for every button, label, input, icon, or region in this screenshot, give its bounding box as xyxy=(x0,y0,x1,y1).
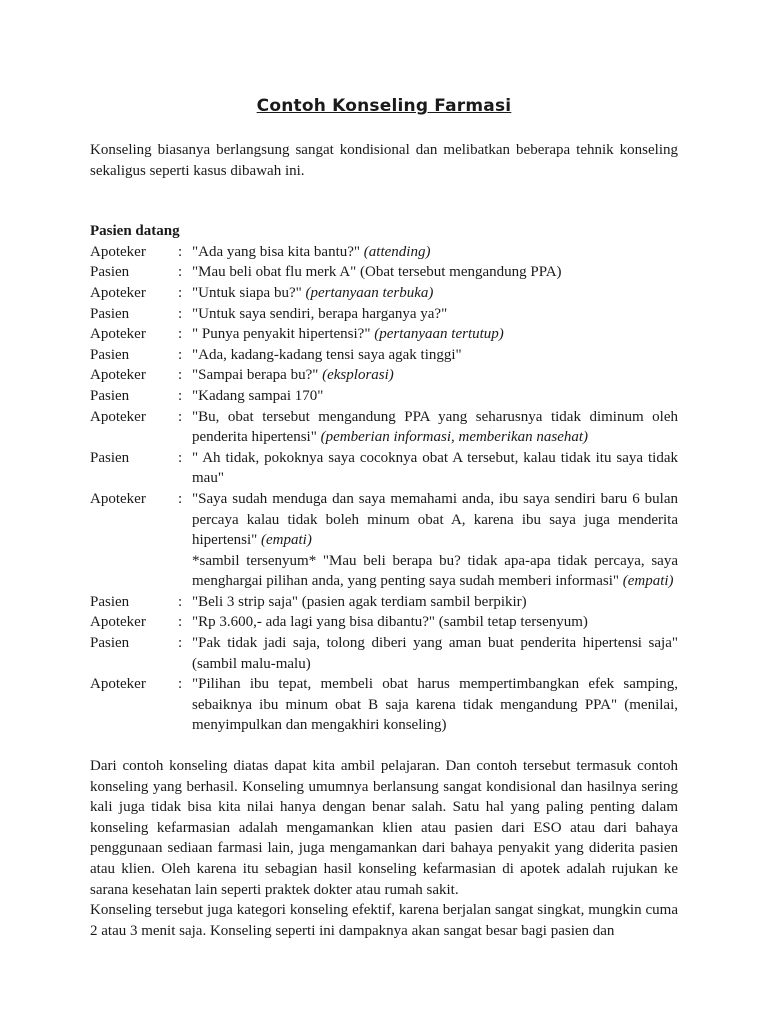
dialog-speaker: Apoteker xyxy=(90,408,146,425)
dialog-colon: : xyxy=(178,326,183,343)
dialog-speaker: Apoteker xyxy=(90,490,146,507)
dialog-utterance xyxy=(192,242,678,263)
document-page xyxy=(90,94,678,941)
dialog-utterance xyxy=(192,489,678,592)
conclusion-paragraph: Konseling tersebut juga kategori konseling efektif, karena berjalan sangat singkat, mungkin cuma 2 atau 3 menit saja. Konseling seperti ini dampaknya akan sangat besar bagi pasien dan xyxy=(90,902,678,939)
dialog-text: "Kadang sampai 170" xyxy=(192,387,324,404)
dialog-extra-note: (empati) xyxy=(622,573,674,590)
dialog-note: (eksplorasi) xyxy=(322,367,394,384)
dialog-line xyxy=(90,365,678,386)
dialog-colon: : xyxy=(178,635,183,652)
dialog-colon: : xyxy=(178,243,183,260)
dialog-speaker: Apoteker xyxy=(90,326,146,343)
dialog-line xyxy=(90,283,678,304)
dialog-line xyxy=(90,674,678,736)
dialog-list xyxy=(90,242,678,736)
dialog-utterance xyxy=(192,612,678,633)
dialog-line xyxy=(90,612,678,633)
dialog-utterance xyxy=(192,386,678,407)
dialog-text: "Ada yang bisa kita bantu?" xyxy=(192,243,361,260)
dialog-text: "Ada, kadang-kadang tensi saya agak tinggi" xyxy=(192,346,462,363)
dialog-line xyxy=(90,242,678,263)
dialog-line xyxy=(90,386,678,407)
dialog-line xyxy=(90,633,678,674)
dialog-colon: : xyxy=(178,387,183,404)
dialog-note: (pertanyaan terbuka) xyxy=(305,284,434,301)
dialog-line xyxy=(90,304,678,325)
dialog-speaker: Apoteker xyxy=(90,284,146,301)
dialog-text: "Untuk siapa bu?" xyxy=(192,284,302,301)
dialog-line xyxy=(90,407,678,448)
dialog-line xyxy=(90,448,678,489)
dialog-note: (pertanyaan tertutup) xyxy=(374,326,504,343)
dialog-utterance xyxy=(192,633,678,674)
dialog-speaker: Pasien xyxy=(90,593,130,610)
dialog-text: "Pilihan ibu tepat, membeli obat harus mempertimbangkan efek samping, sebaiknya ibu minum obat B saja karena tidak mengandung PPA" (menilai, menyimpulkan dan mengakhiri konseling) xyxy=(192,676,678,734)
conclusion-paragraph: Dari contoh konseling diatas dapat kita ambil pelajaran. Dan contoh tersebut termasuk contoh konseling yang berhasil. Konseling umumnya berlansung sangat kondisional dan hasilnya sering kali juga tidak bisa kita nilai hanya dengan benar salah. Satu hal yang paling penting dalam konseling kefarmasian adalah mengamankan klien atau pasien dari ESO atau dari bahaya penggunaan sediaan farmasi lain, juga mengamankan dari bahaya penyakit yang diderita pasien atau klien. Oleh karena itu sebagian hasil konseling kefarmasian di apotek adalah rujukan ke sarana kesehatan lain seperti praktek dokter atau rumah sakit. xyxy=(90,758,678,898)
document-title: Contoh Konseling Farmasi xyxy=(256,96,512,116)
dialog-utterance xyxy=(192,262,678,283)
dialog-speaker: Pasien xyxy=(90,305,130,322)
dialog-line xyxy=(90,345,678,366)
dialog-colon: : xyxy=(178,614,183,631)
dialog-colon: : xyxy=(178,408,183,425)
dialog-colon: : xyxy=(178,593,183,610)
dialog-line xyxy=(90,324,678,345)
dialog-note: (pemberian informasi, memberikan nasehat) xyxy=(320,429,589,446)
dialog-utterance xyxy=(192,304,678,325)
dialog-utterance xyxy=(192,448,678,489)
dialog-speaker: Pasien xyxy=(90,449,130,466)
dialog-utterance xyxy=(192,283,678,304)
dialog-utterance xyxy=(192,345,678,366)
dialog-speaker: Apoteker xyxy=(90,614,146,631)
dialog-colon: : xyxy=(178,449,183,466)
dialog-text: "Bu, obat tersebut mengandung PPA yang seharusnya tidak diminum oleh penderita hipertensi" xyxy=(192,408,678,446)
dialog-speaker: Apoteker xyxy=(90,367,146,384)
dialog-continuation xyxy=(192,551,678,592)
dialog-line xyxy=(90,489,678,592)
dialog-text: "Mau beli obat flu merk A" (Obat tersebut mengandung PPA) xyxy=(192,264,562,281)
dialog-speaker: Pasien xyxy=(90,387,130,404)
dialog-utterance xyxy=(192,324,678,345)
dialog-text: "Beli 3 strip saja" (pasien agak terdiam sambil berpikir) xyxy=(192,593,527,610)
dialog-text: "Rp 3.600,- ada lagi yang bisa dibantu?" (sambil tetap tersenyum) xyxy=(192,614,588,631)
dialog-colon: : xyxy=(178,676,183,693)
dialog-text: "Pak tidak jadi saja, tolong diberi yang aman buat penderita hipertensi saja" (sambil malu-malu) xyxy=(192,635,678,672)
dialog-speaker: Pasien xyxy=(90,346,130,363)
intro-paragraph: Konseling biasanya berlangsung sangat kondisional dan melibatkan beberapa tehnik konseling sekaligus seperti kasus dibawah ini. xyxy=(90,142,678,179)
dialog-extra-text: *sambil tersenyum* "Mau beli berapa bu? tidak apa-apa tidak percaya, saya menghargai pilihan anda, yang penting saya sudah memberi informasi" xyxy=(192,552,678,590)
dialog-speaker: Apoteker xyxy=(90,243,146,260)
dialog-text: " Punya penyakit hipertensi?" xyxy=(192,326,371,343)
dialog-speaker: Pasien xyxy=(90,264,130,281)
dialog-text: " Ah tidak, pokoknya saya cocoknya obat A tersebut, kalau tidak itu saya tidak mau" xyxy=(192,449,678,487)
dialog-text: "Untuk saya sendiri, berapa harganya ya?" xyxy=(192,305,448,322)
dialog-colon: : xyxy=(178,305,183,322)
dialog-utterance xyxy=(192,365,678,386)
dialog-colon: : xyxy=(178,346,183,363)
dialog-colon: : xyxy=(178,490,183,507)
dialog-utterance xyxy=(192,592,678,613)
section-heading: Pasien datang xyxy=(90,223,180,240)
dialog-colon: : xyxy=(178,264,183,281)
dialog-colon: : xyxy=(178,284,183,301)
dialog-note: (attending) xyxy=(363,243,431,260)
dialog-utterance xyxy=(192,407,678,448)
dialog-text: "Saya sudah menduga dan saya memahami anda, ibu saya sendiri baru 6 bulan percaya kalau tidak boleh minum obat A, karena ibu saya juga menderita hipertensi" xyxy=(192,490,678,549)
dialog-colon: : xyxy=(178,367,183,384)
dialog-line xyxy=(90,592,678,613)
dialog-note: (empati) xyxy=(261,532,312,549)
dialog-speaker: Apoteker xyxy=(90,676,146,693)
dialog-line xyxy=(90,262,678,283)
dialog-text: "Sampai berapa bu?" xyxy=(192,367,319,384)
dialog-speaker: Pasien xyxy=(90,635,130,652)
dialog-utterance xyxy=(192,674,678,736)
